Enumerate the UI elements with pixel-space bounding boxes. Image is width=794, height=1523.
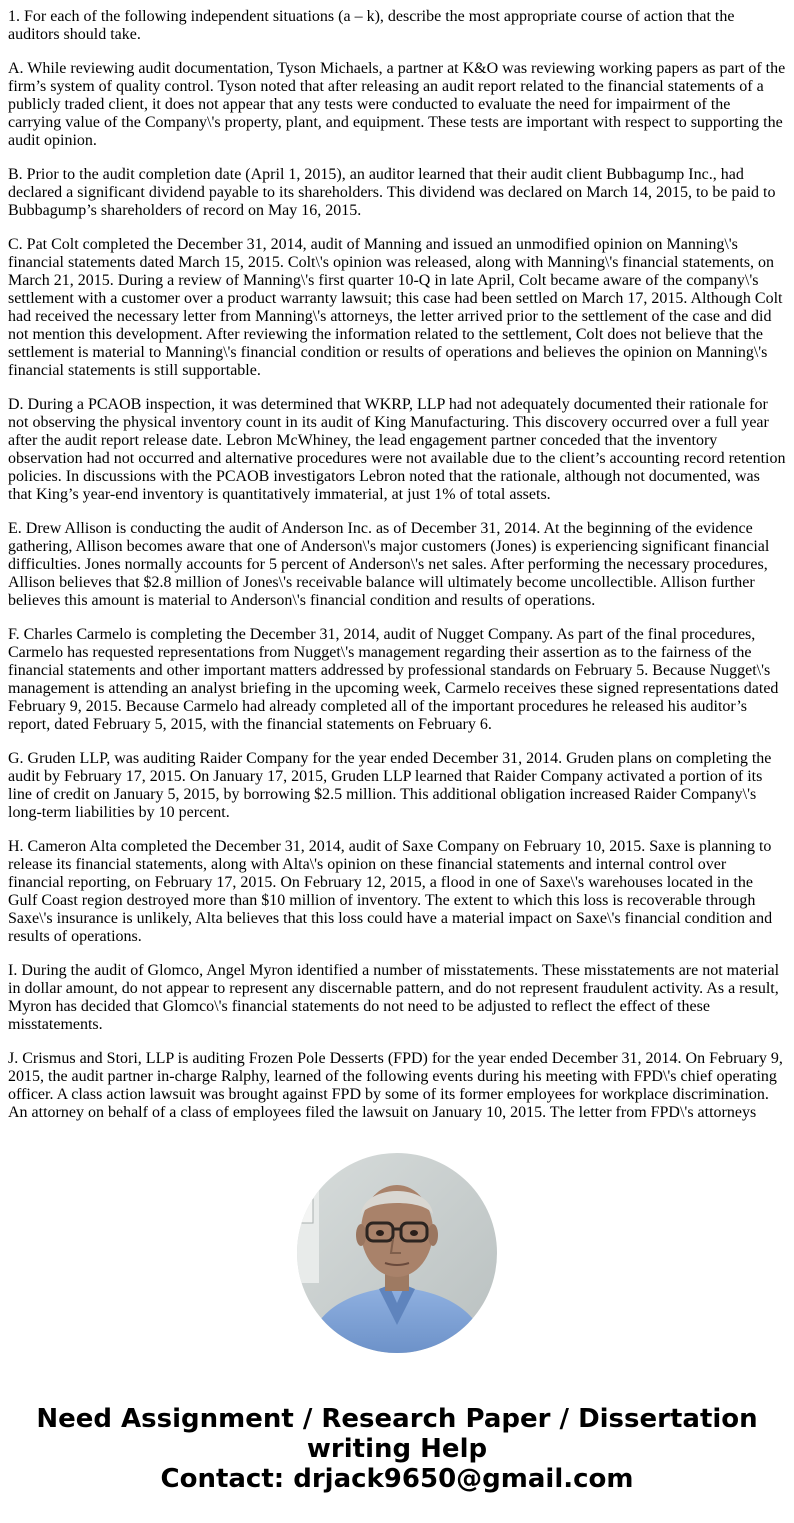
tutor-portrait-icon xyxy=(297,1153,497,1353)
situation-h: H. Cameron Alta completed the December 31, 2014, audit of Saxe Company on February 10, 2015. Saxe is planning to release its financial statements, along with Alta\'s opinion on these financial statements and internal control over financial reporting, on February 17, 2015. On February 12, 2015, a flood in one of Saxe\'s warehouses located in the Gulf Coast region destroyed more than $10 million of inventory. The extent to which this loss is recoverable through Saxe\'s insurance is unlikely, Alta believes that this loss could have a material impact on Saxe\'s financial condition and results of operations. xyxy=(8,838,773,945)
contact-banner xyxy=(0,1404,794,1494)
situation-b: B. Prior to the audit completion date (April 1, 2015), an auditor learned that their audit client Bubbagump Inc., had declared a significant dividend payable to its shareholders. This dividend was declared on March 14, 2015, to be paid to Bubbagump’s shareholders of record on May 16, 2015. xyxy=(8,166,776,219)
banner-line-2: writing Help xyxy=(306,1434,488,1464)
banner-line-1: Need Assignment / Research Paper / Dissertation xyxy=(36,1404,758,1434)
situation-a: A. While reviewing audit documentation, Tyson Michaels, a partner at K&O was reviewing working papers as part of the firm’s system of quality control. Tyson noted that after releasing an audit report related to the financial statements of a publicly traded client, it does not appear that any tests were conducted to evaluate the need for impairment of the carrying value of the Company\'s property, plant, and equipment. These tests are important with respect to supporting the audit opinion. xyxy=(8,60,786,149)
situation-j: J. Crismus and Stori, LLP is auditing Frozen Pole Desserts (FPD) for the year ended December 31, 2014. On February 9, 2015, the audit partner in-charge Ralphy, learned of the following events during his meeting with FPD\'s chief operating officer. A class action lawsuit was brought against FPD by some of its former employees for workplace discrimination. An attorney on behalf of a class of employees filed the lawsuit on January 10, 2015. The letter from FPD\'s attorneys xyxy=(8,1050,783,1121)
question-intro: 1. For each of the following independent situations (a – k), describe the most appropriate course of action that the auditors should take. xyxy=(8,8,735,43)
situation-i: I. During the audit of Glomco, Angel Myron identified a number of misstatements. These misstatements are not material in dollar amount, do not appear to represent any discernable pattern, and do not represent fraudulent activity. As a result, Myron has decided that Glomco\'s financial statements do not need to be adjusted to reflect the effect of these misstatements. xyxy=(8,962,780,1033)
situation-g: G. Gruden LLP, was auditing Raider Company for the year ended December 31, 2014. Gruden plans on completing the audit by February 17, 2015. On January 17, 2015, Gruden LLP learned that Raider Company activated a portion of its line of credit on January 5, 2015, by borrowing $2.5 million. This additional obligation increased Raider Company\'s long-term liabilities by 10 percent. xyxy=(8,750,772,821)
situation-d: D. During a PCAOB inspection, it was determined that WKRP, LLP had not adequately documented their rationale for not observing the physical inventory count in its audit of King Manufacturing. This discovery occurred over a full year after the audit report release date. Lebron McWhiney, the lead engagement partner conceded that the inventory observation had not occurred and alternative procedures were not available due to the client’s accounting record retention policies. In discussions with the PCAOB investigators Lebron noted that the rationale, although not documented, was that King’s year-end inventory is quantitatively immaterial, at just 1% of total assets. xyxy=(8,396,786,503)
situation-f: F. Charles Carmelo is completing the December 31, 2014, audit of Nugget Company. As part of the final procedures, Carmelo has requested representations from Nugget\'s management regarding their assertion as to the fairness of the financial statements and other important matters addressed by professional standards on February 5. Because Nugget\'s management is attending an analyst briefing in the upcoming week, Carmelo receives these signed representations dated February 9, 2015. Because Carmelo had already completed all of the important procedures he released his auditor’s report, dated February 5, 2015, with the financial statements on February 6. xyxy=(8,626,779,733)
question-body xyxy=(8,8,786,1138)
banner-contact-email: Contact: drjack9650@gmail.com xyxy=(160,1464,634,1494)
situation-e: E. Drew Allison is conducting the audit of Anderson Inc. as of December 31, 2014. At the beginning of the evidence gathering, Allison becomes aware that one of Anderson\'s major customers (Jones) is experiencing significant financial difficulties. Jones normally accounts for 5 percent of Anderson\'s net sales. After performing the necessary procedures, Allison believes that $2.8 million of Jones\'s receivable balance will ultimately become uncollectible. Allison further believes this amount is material to Anderson\'s financial condition and results of operations. xyxy=(8,520,770,609)
situation-c: C. Pat Colt completed the December 31, 2014, audit of Manning and issued an unmodified opinion on Manning\'s financial statements dated March 15, 2015. Colt\'s opinion was released, along with Manning\'s financial statements, on March 21, 2015. During a review of Manning\'s first quarter 10-Q in late April, Colt became aware of the company\'s settlement with a customer over a product warranty lawsuit; this case had been settled on March 17, 2015. Although Colt had received the necessary letter from Manning\'s attorneys, the letter arrived prior to the settlement of the case and did not mention this development. After reviewing the information related to the settlement, Colt does not believe that the settlement is material to Manning\'s financial condition or results of operations and believes the opinion on Manning\'s financial statements is still supportable. xyxy=(8,236,783,379)
tutor-avatar xyxy=(297,1153,497,1353)
